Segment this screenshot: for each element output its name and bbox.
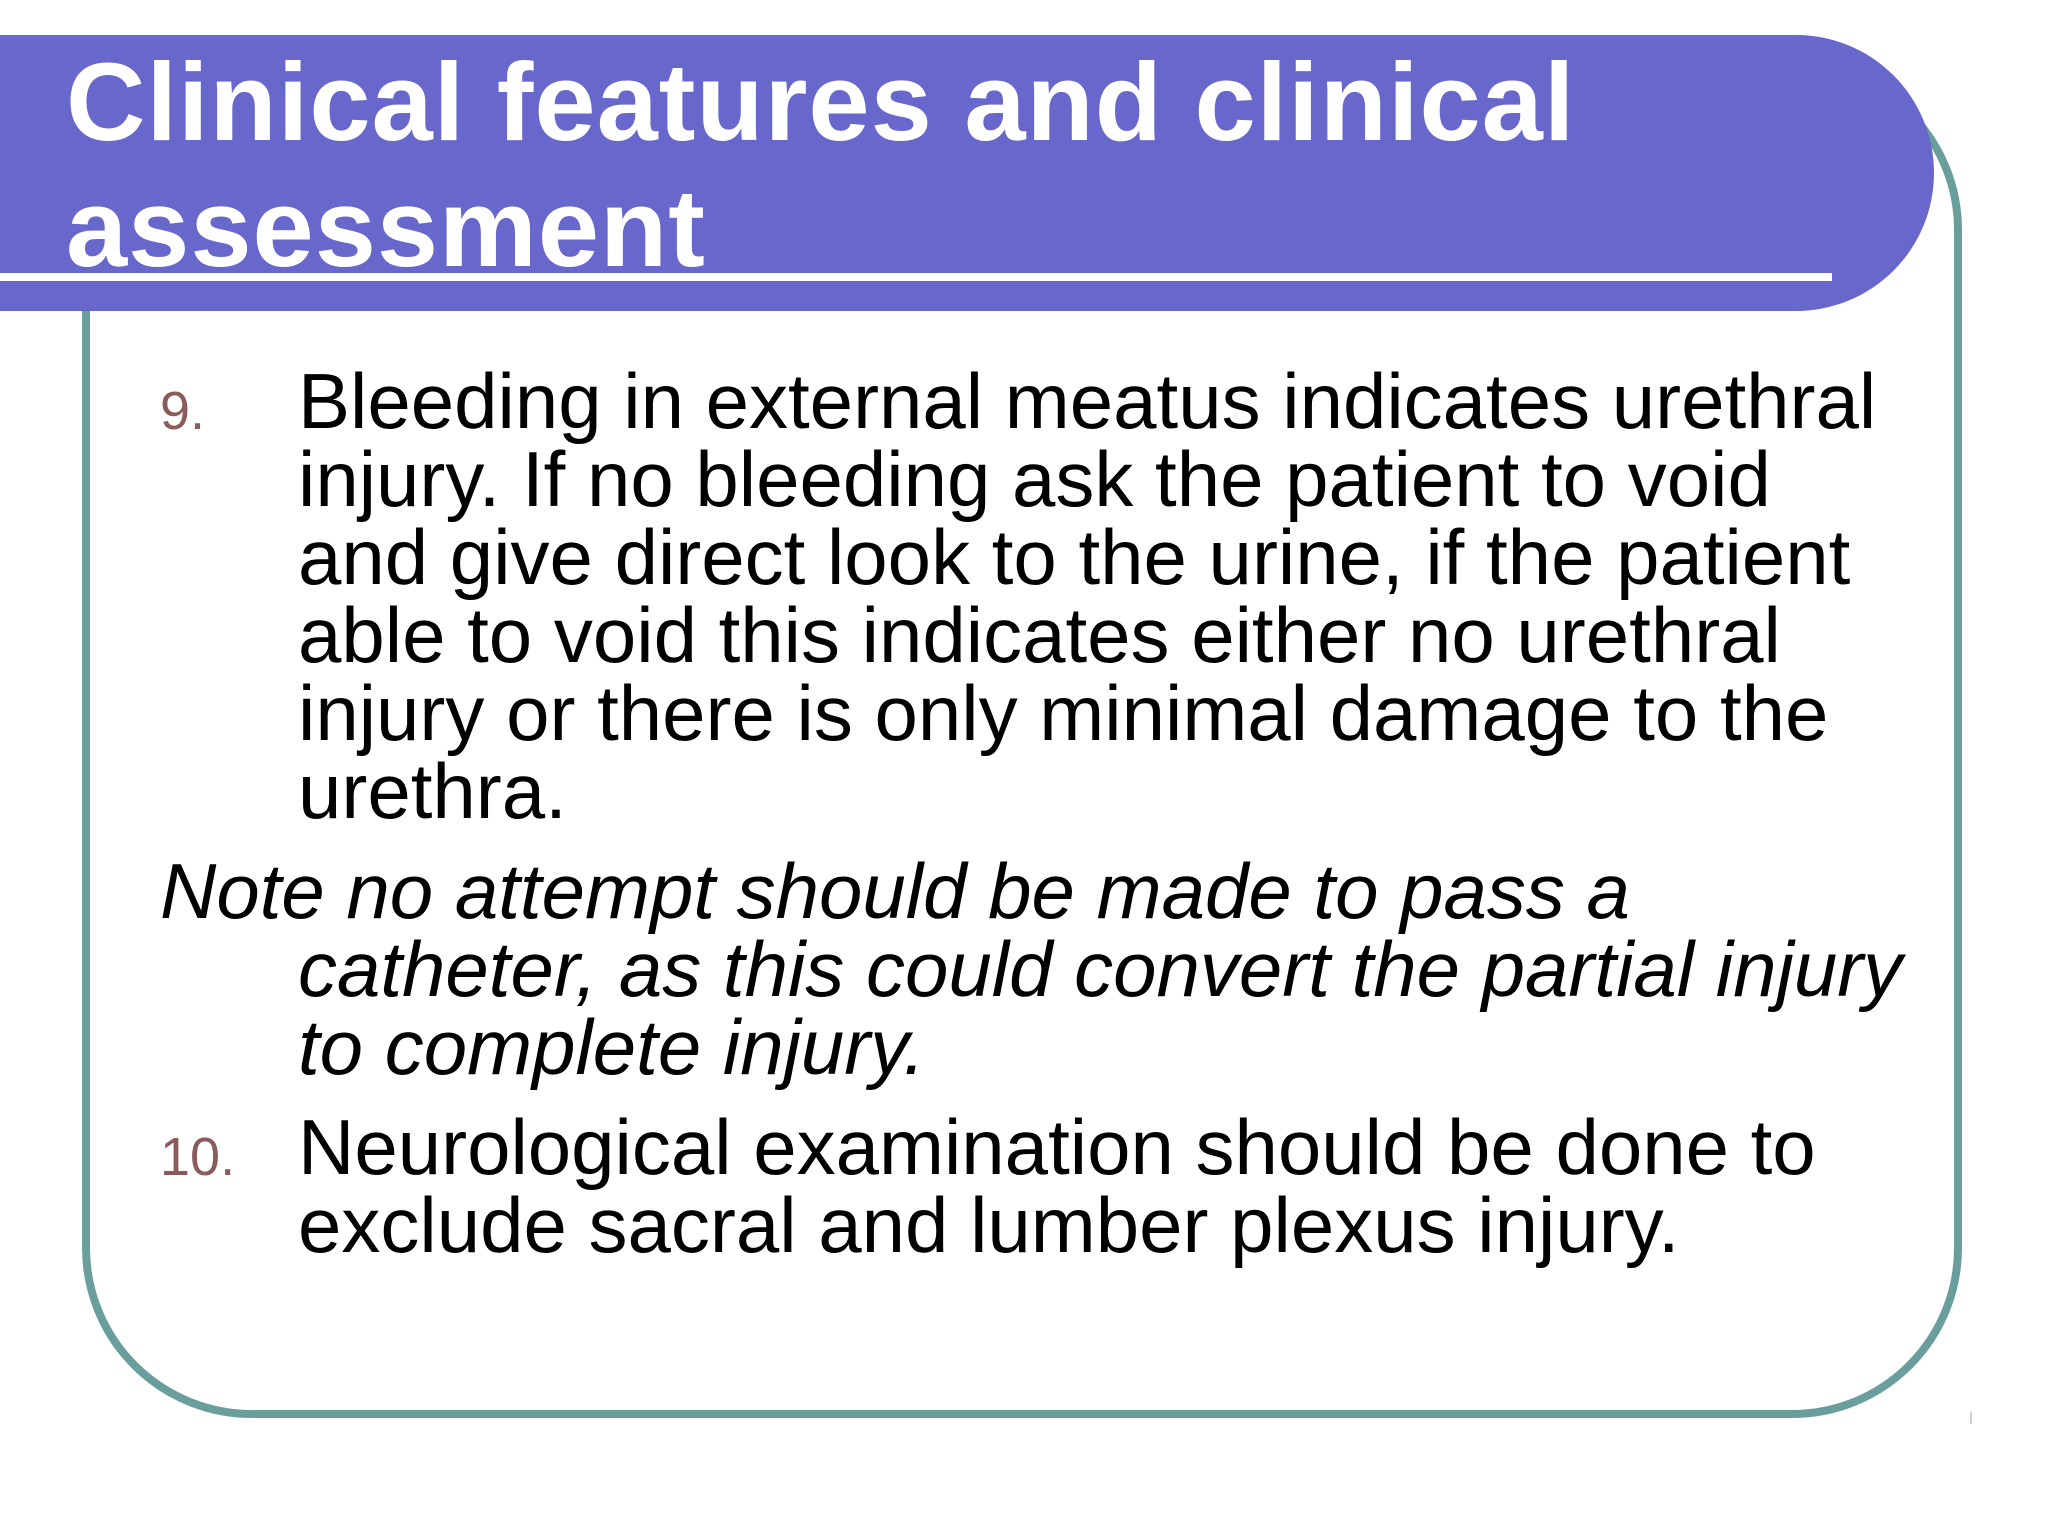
corner-mark <box>1970 1412 1972 1424</box>
list-item-text: Neurological examination should be done to exclude sacral and lumber plexus injury. <box>298 1103 1816 1269</box>
body-list <box>160 357 1920 1269</box>
list-item-9 <box>160 357 1920 835</box>
list-item-number: 10. <box>160 1127 236 1187</box>
slide-title: Clinical features and clinical assessment <box>66 41 1576 290</box>
note-text: Note no attempt should be made to pass a catheter, as this could convert the partial injury to complete injury. <box>160 847 1903 1091</box>
list-item-number: 9. <box>160 381 206 441</box>
list-item-10 <box>160 1103 1920 1269</box>
list-item-text: Bleeding in external meatus indicates urethral injury. If no bleeding ask the patient to void and give direct look to the urine, if the patient able to void this indicates either no urethral injury or there is only minimal damage to the urethra. <box>298 357 1877 835</box>
